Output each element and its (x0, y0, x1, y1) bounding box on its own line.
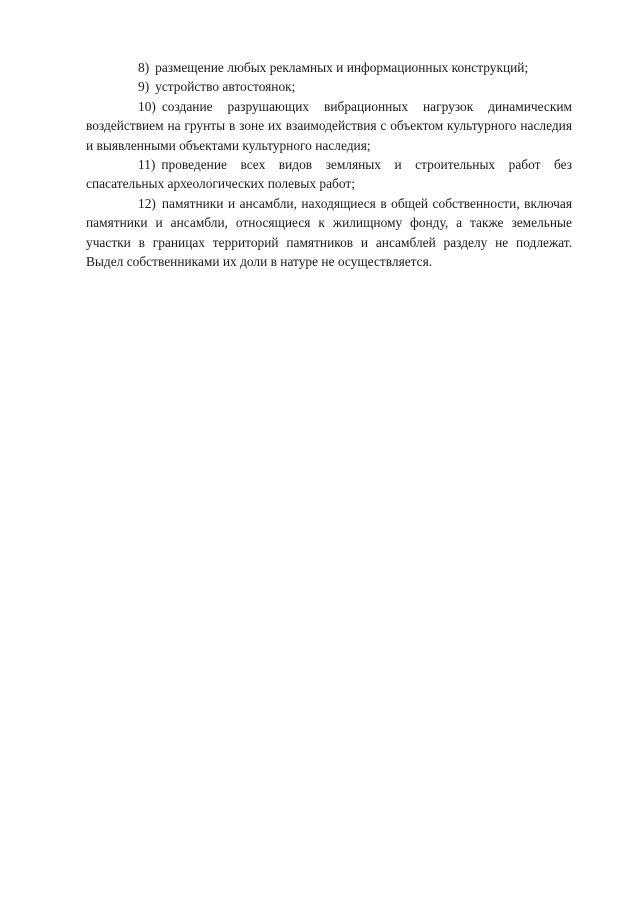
list-item-text: памятники и ансамбли, находящиеся в общей собственности, включая памятники и ансамбли, относящиеся к жилищному фонду, а также земельные участки в границах территорий памятников и ансамблей разделу не подлежат. Выдел собственниками их доли в натуре не осуществляется. (86, 195, 572, 270)
list-item-text: устройство автостоянок; (155, 79, 296, 95)
list-item-number: 8) (138, 60, 150, 75)
list-item-text: проведение всех видов земляных и строительных работ без спасательных археологических полевых работ; (86, 157, 572, 192)
list-item-text: размещение любых рекламных и информационных конструкций; (155, 60, 529, 75)
list-item (86, 97, 572, 155)
list-item (86, 77, 572, 96)
list-item-number: 11) (138, 157, 156, 173)
list-item-number: 10) (138, 98, 156, 114)
list-item (86, 194, 572, 272)
list-item-number: 9) (138, 79, 150, 95)
list-item (86, 58, 572, 77)
list-item-number: 12) (138, 195, 156, 211)
document-body (86, 58, 572, 271)
list-item-text: создание разрушающих вибрационных нагрузок динамическим воздействием на грунты в зоне их взаимодействия с объектом культурного наследия и выявленными объектами культурного наследия; (86, 98, 572, 153)
list-item (86, 155, 572, 194)
